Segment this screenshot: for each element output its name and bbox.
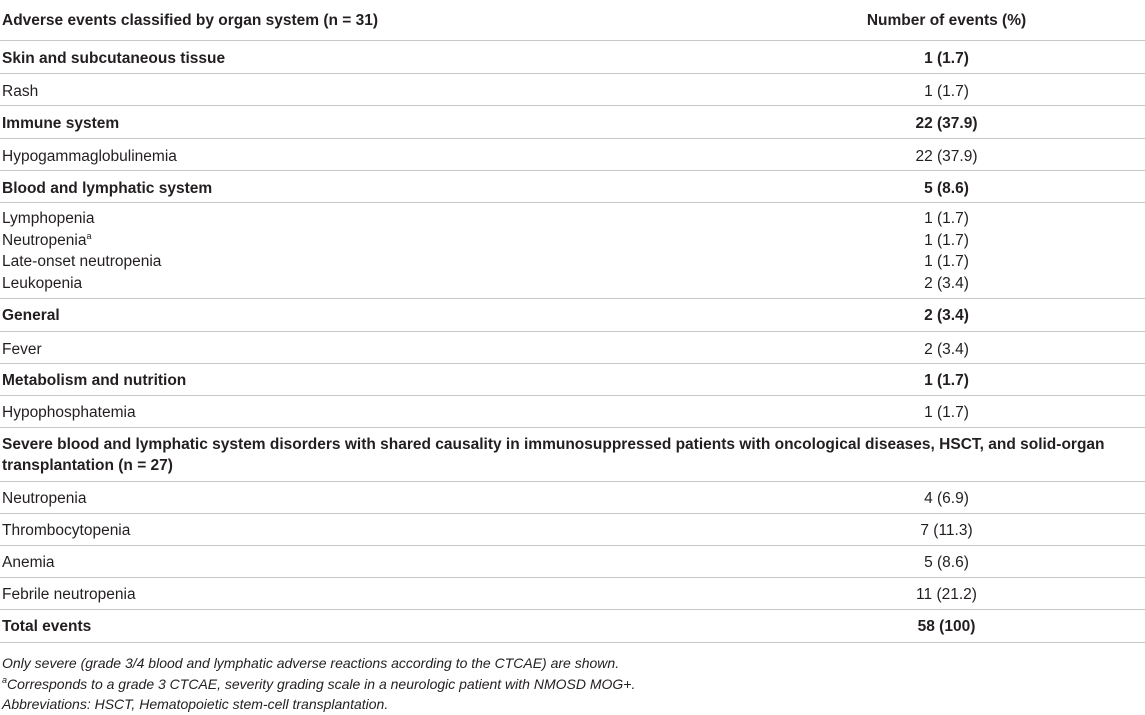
footnote-marker: a <box>86 230 92 241</box>
section-value: 2 (3.4) <box>924 307 969 324</box>
section-title: Blood and lymphatic system <box>2 180 213 197</box>
item-value: 1 (1.7) <box>924 231 969 249</box>
item-value: 1 (1.7) <box>924 83 969 100</box>
footnote-abbreviations: Abbreviations: HSCT, Hematopoietic stem-cell transplantation. <box>2 696 389 713</box>
table-row <box>0 396 1145 428</box>
section-row <box>0 299 1145 332</box>
section-row <box>0 41 1145 74</box>
item-label: Neutropenia$^a$ <box>2 230 92 249</box>
section-title: Skin and subcutaneous tissue <box>2 50 226 67</box>
item-label: Thrombocytopenia <box>2 522 131 539</box>
table-row <box>0 546 1145 578</box>
item-value: 2 (3.4) <box>924 341 969 358</box>
table-footnotes <box>2 653 1142 715</box>
total-value: 58 (100) <box>917 618 976 635</box>
header-col-organ-system: Adverse events classified by organ system (n = 31) <box>2 12 379 29</box>
footnote-a: $^a$Corresponds to a grade 3 CTCAE, severity grading scale in a neurologic patient with NMOSD MOG+. <box>2 674 636 692</box>
section-row <box>0 106 1145 139</box>
table-row <box>0 251 1145 273</box>
item-label: Hypophosphatemia <box>2 404 136 421</box>
item-label: Late-onset neutropenia <box>2 253 162 271</box>
table-row <box>0 139 1145 171</box>
table-row <box>0 273 1145 295</box>
section-row <box>0 364 1145 396</box>
table-row <box>0 230 1145 252</box>
section-value: 5 (8.6) <box>924 180 969 197</box>
item-value: 5 (8.6) <box>924 554 969 571</box>
footnote-marker: a <box>2 674 8 685</box>
item-value: 22 (37.9) <box>915 148 978 165</box>
total-label: Total events <box>2 618 92 635</box>
item-value: 1 (1.7) <box>924 253 969 271</box>
item-label: Hypogammaglobulinemia <box>2 148 177 165</box>
severe-section-row <box>0 428 1145 482</box>
section-value: 1 (1.7) <box>924 50 969 67</box>
table-row-group <box>0 203 1145 299</box>
item-label: Leukopenia <box>2 274 83 292</box>
item-value: 1 (1.7) <box>924 404 969 421</box>
table-row <box>0 482 1145 514</box>
total-row <box>0 610 1145 643</box>
section-value: 22 (37.9) <box>915 115 978 132</box>
table-header-row <box>0 0 1145 41</box>
item-label: Lymphopenia <box>2 210 95 227</box>
item-value: 11 (21.2) <box>916 586 977 603</box>
section-value: 1 (1.7) <box>924 372 969 389</box>
table-row <box>0 74 1145 106</box>
header-col-events: Number of events (%) <box>866 12 1027 29</box>
item-label: Rash <box>2 83 39 100</box>
item-label: Febrile neutropenia <box>2 586 136 603</box>
table-row <box>0 578 1145 610</box>
table-row <box>0 514 1145 546</box>
section-row <box>0 171 1145 203</box>
item-value: 4 (6.9) <box>924 490 969 507</box>
item-label: Neutropenia <box>2 490 87 507</box>
item-label: Anemia <box>2 554 55 571</box>
table-row <box>0 332 1145 364</box>
item-value: 7 (11.3) <box>920 522 973 539</box>
section-title: General <box>2 307 60 324</box>
section-title: Metabolism and nutrition <box>2 372 187 389</box>
item-value: 1 (1.7) <box>924 210 969 227</box>
table-row <box>0 208 1145 230</box>
section-title: Immune system <box>2 115 120 132</box>
item-value: 2 (3.4) <box>924 274 969 292</box>
footnote-severity: Only severe (grade 3/4 blood and lymphatic adverse reactions according to the CTCAE) are shown. <box>2 655 620 671</box>
severe-section-title: Severe blood and lymphatic system disorders with shared causality in immunosuppressed patients with oncological diseases, HSCT, and solid-organ transplantation (n = 27) <box>2 436 1105 474</box>
item-label: Fever <box>2 341 42 358</box>
